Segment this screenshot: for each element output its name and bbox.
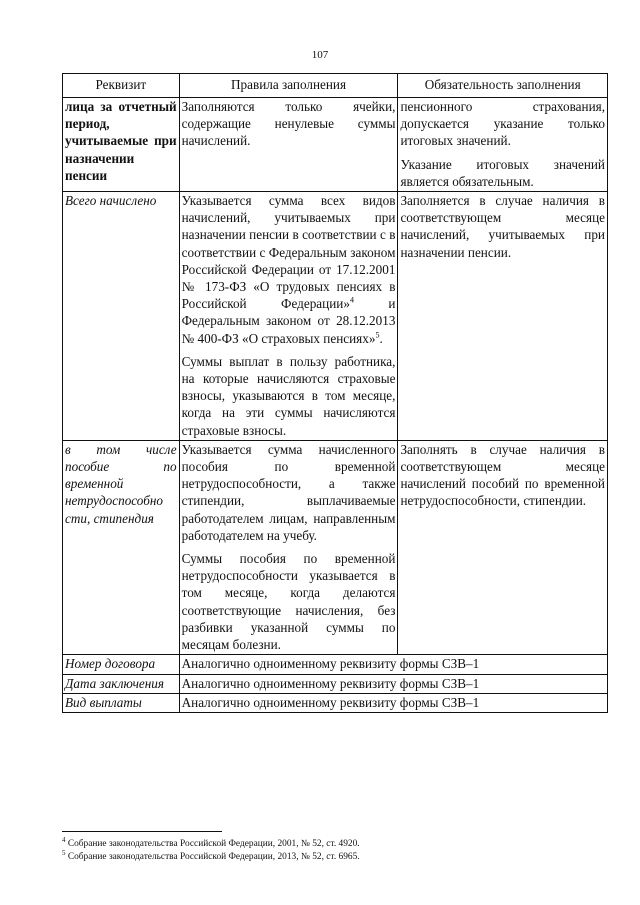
footnotes — [62, 831, 608, 864]
rule-paragraph: Указывается сумма начисленного пособия по временной нетрудоспособности, а также стипендии, выплачиваемые работодателем лицам, направленным работодателем на учебу. — [181, 441, 396, 543]
table-row — [63, 98, 608, 192]
footnote-divider — [62, 831, 222, 832]
footnote-mark: 4 — [62, 835, 66, 844]
table-row — [63, 440, 608, 654]
rule-paragraph: Суммы выплат в пользу работника, на которые начисляются страховые взносы, указываются в том месяце, когда на эти суммы начисляются страховые взносы. — [181, 353, 396, 438]
rule-text: Аналогично одноименному реквизиту формы СЗВ–1 — [179, 693, 607, 712]
table-row — [63, 655, 608, 674]
requisites-table — [62, 73, 608, 713]
requisite-name: в том числе пособие по временной нетрудоспособно сти, стипендия — [63, 440, 180, 654]
rule-paragraph: Суммы пособия по временной нетрудоспособности указывается в том месяце, когда делаются соответствующие начисления, без разбивки указанной суммы по месяцам болезни. — [181, 551, 396, 653]
rule-paragraph — [182, 192, 396, 347]
rule-text: Заполняются только ячейки, содержащие ненулевые суммы начислений. — [179, 98, 398, 192]
header-obligation: Обязательность заполнения — [398, 74, 608, 98]
table-header-row — [63, 74, 608, 98]
obligation-paragraph: пенсионного страхования, допускается указание только итоговых значений. — [400, 99, 605, 149]
requisite-name: Дата заключения — [63, 674, 180, 693]
obligation-paragraph: Указание итоговых значений является обязательным. — [400, 156, 605, 189]
requisite-name: Номер договора — [63, 655, 180, 674]
obligation-text — [398, 98, 608, 192]
footnote-text: Собрание законодательства Российской Федерации, 2001, № 52, ст. 4920. — [65, 839, 360, 849]
footnote-mark: 5 — [62, 848, 66, 857]
header-requisite: Реквизит — [63, 74, 180, 98]
requisite-name: Вид выплаты — [63, 693, 180, 712]
requisite-name: лица за отчетный период, учитываемые при назначении пенсии — [63, 98, 180, 192]
footnote-ref: 5 — [375, 330, 380, 340]
rule-text: Аналогично одноименному реквизиту формы СЗВ–1 — [179, 655, 607, 674]
rule-text — [179, 440, 398, 654]
footnote-text: Собрание законодательства Российской Федерации, 2013, № 52, ст. 6965. — [65, 852, 360, 862]
rule-text-part: и Федеральным законом от 28.12.2013 № 400-ФЗ «О страховых пенсиях» — [181, 296, 396, 346]
obligation-text: Заполнять в случае наличия в соответствующем месяце начислений пособий по временной нетрудоспособности, стипендии. — [398, 440, 608, 654]
obligation-text: Заполняется в случае наличия в соответствующем месяце начислений, учитываемых при назначении пенсии. — [398, 192, 608, 441]
page-number: 107 — [311, 49, 329, 61]
rule-text: Аналогично одноименному реквизиту формы СЗВ–1 — [179, 674, 607, 693]
rule-text-part: . — [379, 330, 383, 346]
table-row — [63, 693, 608, 712]
rule-text-part: Указывается сумма всех видов начислений, учитываемых при назначении пенсии в соответствии с в соответствии с Федеральным законом Российской Федерации от 17.12.2001 № 173-ФЗ «О трудовых пенсиях в Российской Федерации» — [181, 193, 396, 312]
table-row — [63, 674, 608, 693]
footnote-ref: 4 — [349, 295, 354, 305]
footnote — [62, 848, 608, 864]
footnote — [62, 835, 608, 851]
rule-text — [179, 192, 398, 441]
header-rules: Правила заполнения — [179, 74, 398, 98]
table-row — [63, 192, 608, 441]
requisite-name: Всего начислено — [63, 192, 180, 441]
